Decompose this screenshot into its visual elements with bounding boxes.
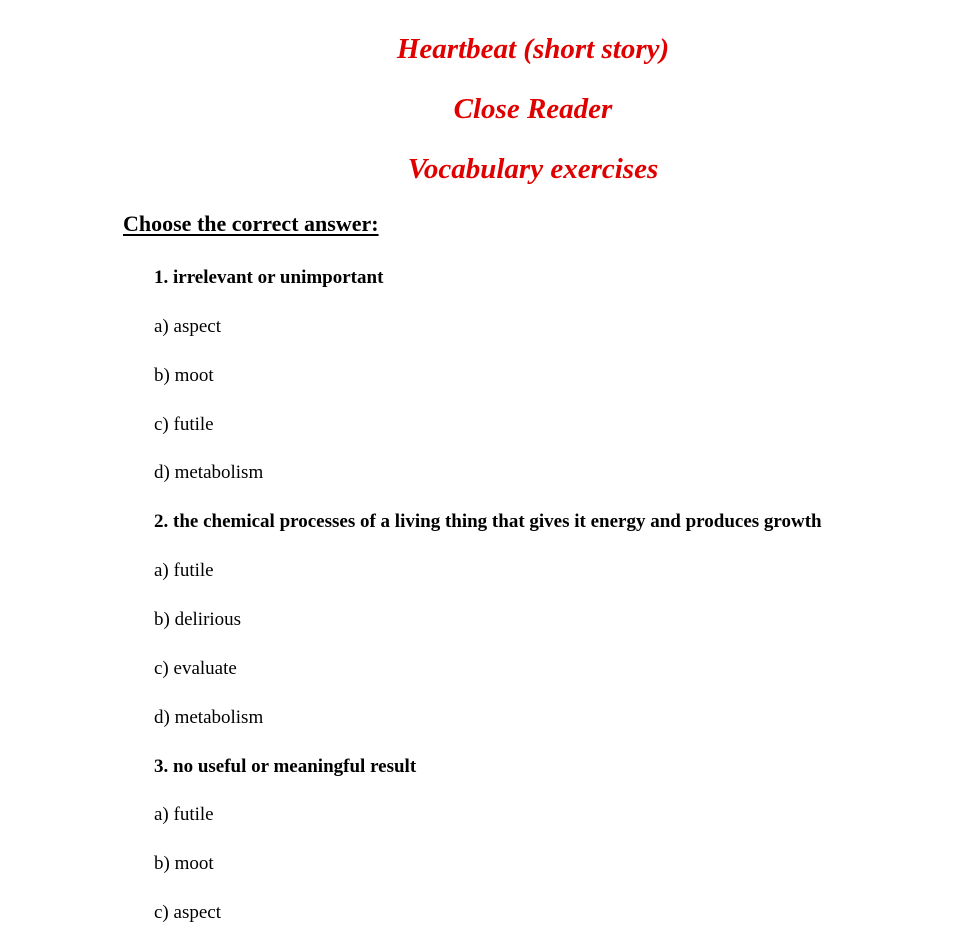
question-2-option-b: b) delirious	[154, 609, 242, 630]
question-3-prompt: 3. no useful or meaningful result	[154, 756, 417, 777]
page-title: Heartbeat (short story)	[396, 33, 670, 65]
question-2-option-d: d) metabolism	[154, 707, 264, 728]
question-2-option-a: a) futile	[154, 560, 214, 581]
section-title: Vocabulary exercises	[407, 153, 659, 185]
question-1-option-d: d) metabolism	[154, 462, 264, 483]
question-2-option-c: c) evaluate	[154, 658, 237, 679]
question-3-option-a: a) futile	[154, 804, 214, 825]
question-3-option-c: c) aspect	[154, 902, 221, 923]
question-3-option-b: b) moot	[154, 853, 214, 874]
question-1-option-a: a) aspect	[154, 316, 221, 337]
question-2-prompt: 2. the chemical processes of a living thing that gives it energy and produces growth	[154, 511, 822, 532]
question-1-option-c: c) futile	[154, 414, 214, 435]
instruction-heading: Choose the correct answer:	[123, 211, 379, 236]
page-subtitle: Close Reader	[453, 93, 613, 125]
question-1-option-b: b) moot	[154, 365, 214, 386]
question-1-prompt: 1. irrelevant or unimportant	[154, 267, 384, 288]
